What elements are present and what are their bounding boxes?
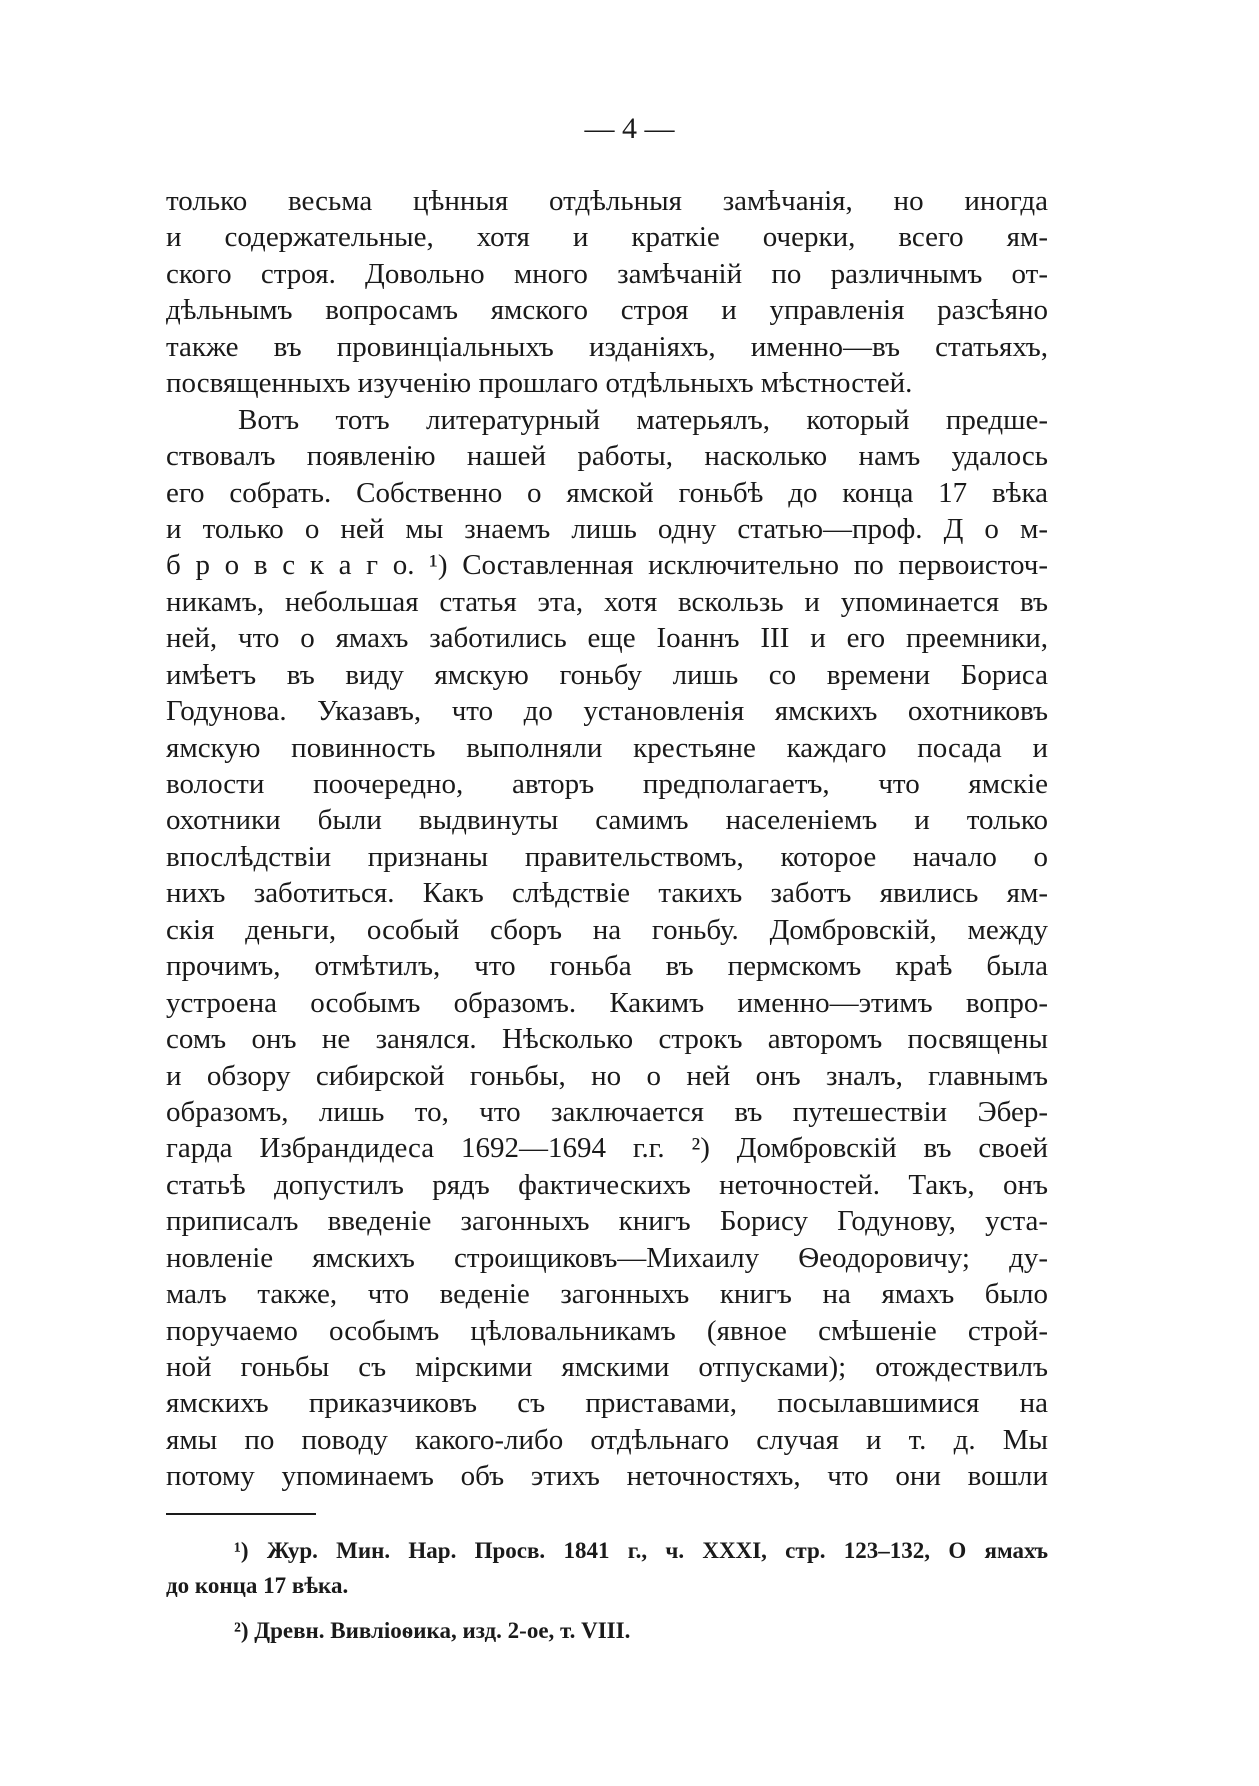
text-line: Вотъ тотъ литературный матерьялъ, который предше- — [238, 403, 1048, 436]
text-line: никамъ, небольшая статья эта, хотя вскользь и упоминается въ — [166, 585, 1048, 618]
text-line: б р о в с к а г о. ¹) Составленная исключительно по первоисточ- — [166, 549, 1048, 582]
text-line: имѣетъ въ виду ямскую гоньбу лишь со времени Бориса — [166, 658, 1048, 691]
text-line: волости поочередно, авторъ предполагаетъ, что ямскіе — [166, 768, 1048, 800]
text-line: приписалъ введеніе загонныхъ книгъ Борису Годунову, уста- — [166, 1205, 1048, 1238]
text-line: и обзору сибирской гоньбы, но о ней онъ зналъ, главнымъ — [166, 1059, 1048, 1092]
text-line: ной гоньбы съ мірскими ямскими отпусками); отождествилъ — [166, 1351, 1048, 1383]
text-line: посвященныхъ изученію прошлаго отдѣльныхъ мѣстностей. — [166, 367, 913, 400]
text-line: скія деньги, особый сборъ на гоньбу. Домбровскій, между — [166, 913, 1048, 946]
text-line: устроена особымъ образомъ. Какимъ именно—этимъ вопро- — [166, 986, 1048, 1019]
text-line: поручаемо особымъ цѣловальникамъ (явное смѣшеніе строй- — [166, 1314, 1048, 1347]
footnote-1-line: ¹) Жур. Мин. Нар. Просв. 1841 г., ч. XXXI, стр. 123–132, О ямахъ — [234, 1538, 1048, 1563]
text-line: ней, что о ямахъ заботились еще Іоаннъ III и его преемники, — [166, 622, 1048, 655]
text-line: только весьма цѣнныя отдѣльныя замѣчанія, но иногда — [166, 185, 1048, 217]
text-line: ствовалъ появленію нашей работы, насколько намъ удалось — [166, 440, 1048, 473]
text-line: статьѣ допустилъ рядъ фактическихъ неточностей. Такъ, онъ — [166, 1168, 1048, 1201]
text-line: его собрать. Собственно о ямской гоньбѣ до конца 17 вѣка — [166, 476, 1048, 509]
text-line: и содержательные, хотя и краткіе очерки, всего ям- — [166, 221, 1048, 254]
page-number: — 4 — — [584, 112, 675, 145]
footnote-1-line: до конца 17 вѣка. — [166, 1573, 349, 1598]
footnotes — [166, 1533, 1048, 1648]
text-line: впослѣдствіи признаны правительствомъ, которое начало о — [166, 840, 1048, 873]
text-line: сомъ онъ не занялся. Нѣсколько строкъ авторомъ посвящены — [166, 1023, 1048, 1056]
text-line: нихъ заботиться. Какъ слѣдствіе такихъ заботъ явились ям- — [166, 877, 1048, 910]
text-line: охотники были выдвинуты самимъ населеніемъ и только — [166, 804, 1048, 837]
text-line: малъ также, что веденіе загонныхъ книгъ на ямахъ было — [166, 1278, 1048, 1311]
text-line: дѣльнымъ вопросамъ ямского строя и управленія разсѣяно — [166, 294, 1048, 327]
body-text — [166, 183, 1048, 1495]
text-line: ямскую повинность выполняли крестьяне каждаго посада и — [166, 731, 1048, 764]
footnote-rule — [166, 1513, 316, 1515]
footnote-2-line: ²) Древн. Вивліоѳика, изд. 2-ое, т. VIII. — [234, 1618, 631, 1643]
text-line: Годунова. Указавъ, что до установленія ямскихъ охотниковъ — [166, 695, 1048, 728]
text-line: также въ провинціальныхъ изданіяхъ, именно—въ статьяхъ, — [166, 330, 1048, 363]
text-line: потому упоминаемъ объ этихъ неточностяхъ, что они вошли — [166, 1460, 1048, 1493]
text-line: ского строя. Довольно много замѣчаній по различнымъ от- — [166, 257, 1048, 290]
text-line: образомъ, лишь то, что заключается въ путешествіи Эбер- — [166, 1095, 1048, 1128]
text-line: прочимъ, отмѣтилъ, что гоньба въ пермскомъ краѣ была — [166, 950, 1048, 983]
text-line: ямскихъ приказчиковъ съ приставами, посылавшимися на — [166, 1387, 1048, 1420]
text-line: гарда Избрандидеса 1692—1694 г.г. ²) Домбровскій въ своей — [166, 1132, 1048, 1165]
text-line: новленіе ямскихъ строищиковъ—Михаилу Ѳеодоровичу; ду- — [166, 1241, 1048, 1274]
text-line: и только о ней мы знаемъ лишь одну статью—проф. Д о м- — [166, 512, 1048, 545]
text-line: ямы по поводу какого-либо отдѣльнаго случая и т. д. Мы — [166, 1423, 1048, 1456]
